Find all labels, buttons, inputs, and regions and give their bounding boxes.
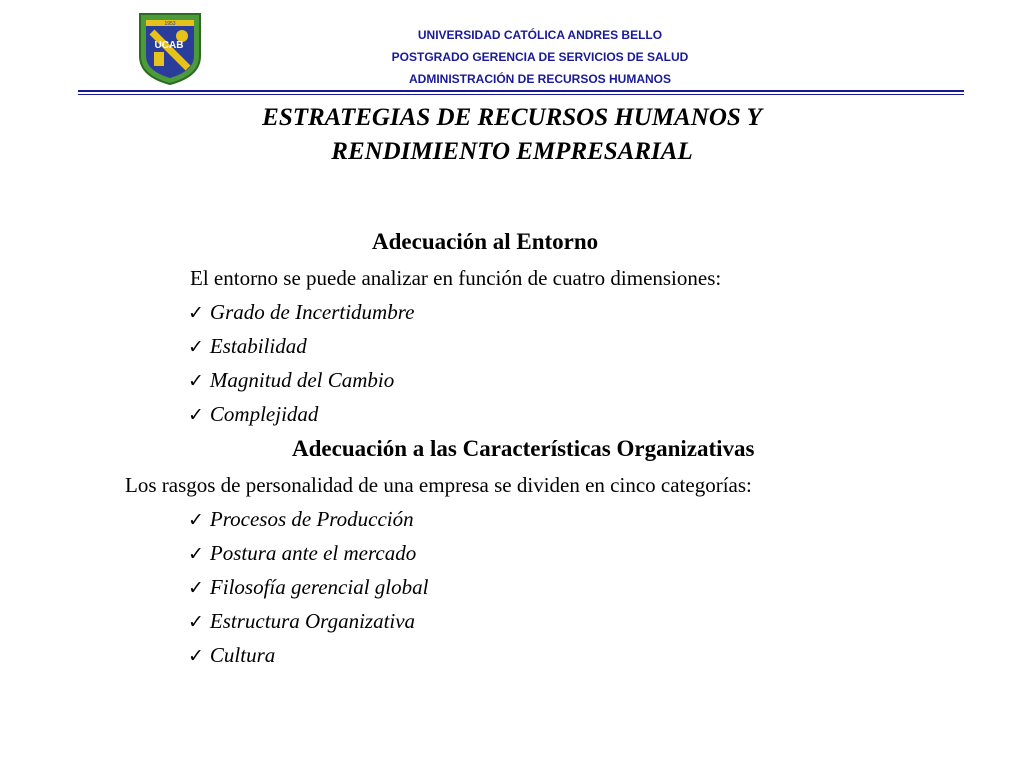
check-icon: ✓ (188, 577, 204, 599)
header-postgrado: POSTGRADO GERENCIA DE SERVICIOS DE SALUD (391, 50, 689, 64)
list-item: ✓ Cultura (188, 643, 276, 667)
check-icon: ✓ (188, 645, 204, 667)
check-icon: ✓ (188, 404, 204, 426)
list-item: ✓ Procesos de Producción (188, 507, 414, 531)
check-icon: ✓ (188, 543, 204, 565)
check-icon: ✓ (188, 509, 204, 531)
slide-title-line1: ESTRATEGIAS DE RECURSOS HUMANOS Y (262, 104, 762, 131)
list-item: ✓ Estructura Organizativa (188, 609, 416, 633)
list-item: ✓ Complejidad (188, 402, 319, 426)
header-rule-bottom (78, 94, 964, 95)
section1-intro: El entorno se puede analizar en función de cuatro dimensiones: (190, 266, 722, 290)
logo-year: 1953 (164, 21, 176, 27)
list-item: ✓ Magnitud del Cambio (188, 368, 395, 392)
check-icon: ✓ (188, 336, 204, 358)
logo-text: UCAB (154, 40, 184, 51)
header-university: UNIVERSIDAD CATÓLICA ANDRES BELLO (417, 28, 663, 42)
list-item: ✓ Grado de Incertidumbre (188, 300, 415, 324)
list-item: ✓ Estabilidad (188, 334, 307, 358)
section2-heading: Adecuación a las Características Organizativas (292, 436, 755, 461)
header-rule-top (78, 90, 964, 92)
list-item: ✓ Filosofía gerencial global (188, 575, 429, 599)
section1-heading: Adecuación al Entorno (372, 229, 599, 254)
check-icon: ✓ (188, 302, 204, 324)
list-item: ✓ Postura ante el mercado (188, 541, 417, 565)
header-course: ADMINISTRACIÓN DE RECURSOS HUMANOS (408, 72, 671, 86)
check-icon: ✓ (188, 611, 204, 633)
slide-title-line2: RENDIMIENTO EMPRESARIAL (331, 138, 693, 165)
section2-intro: Los rasgos de personalidad de una empresa se dividen en cinco categorías: (125, 473, 752, 497)
check-icon: ✓ (188, 370, 204, 392)
